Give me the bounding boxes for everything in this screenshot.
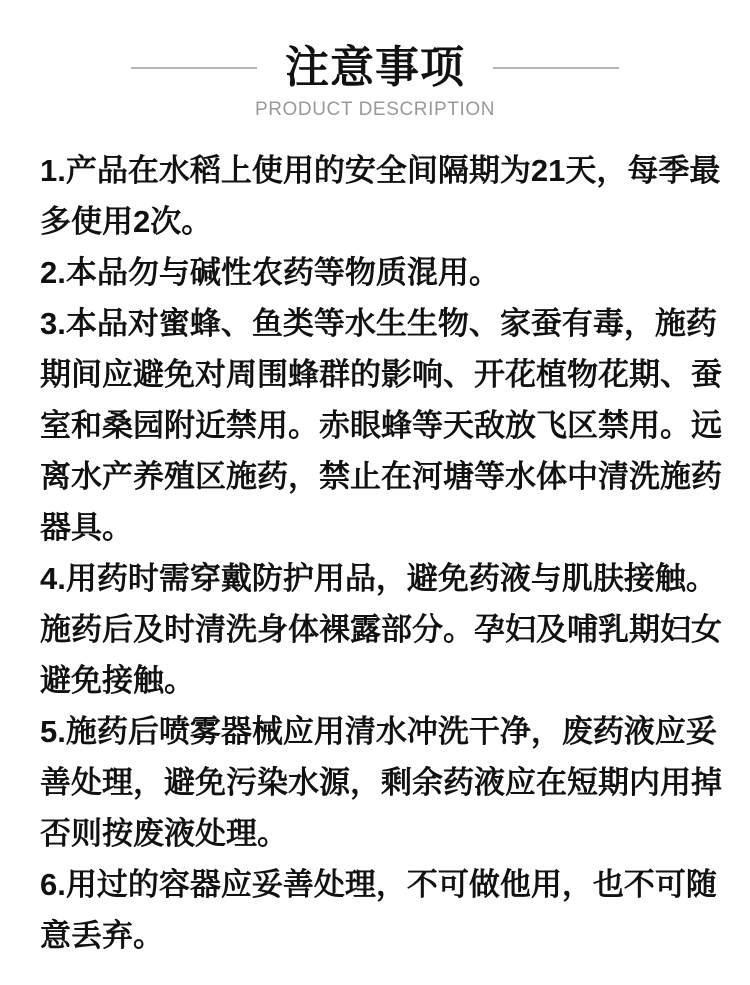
precaution-line: 室和桑园附近禁用。赤眼蜂等天敌放飞区禁用。远 xyxy=(40,408,722,443)
precaution-paragraph xyxy=(40,859,717,961)
section-title-row xyxy=(0,42,750,94)
precaution-paragraph xyxy=(40,145,721,247)
precaution-line: 2.本品勿与碱性农药等物质混用。 xyxy=(40,255,500,290)
precautions-text-block xyxy=(0,145,750,961)
precaution-line: 善处理，避免污染水源，剩余药液应在短期内用掉 xyxy=(40,765,722,800)
precaution-line: 意丢弃。 xyxy=(40,918,164,953)
precaution-line: 3.本品对蜜蜂、鱼类等水生生物、家蚕有毒，施药 xyxy=(40,306,717,341)
precaution-line: 离水产养殖区施药，禁止在河塘等水体中清洗施药 xyxy=(40,459,722,494)
precaution-line: 施药后及时清洗身体裸露部分。孕妇及哺乳期妇女 xyxy=(40,612,722,647)
left-divider-line xyxy=(131,67,257,69)
precaution-line: 期间应避免对周围蜂群的影响、开花植物花期、蚕 xyxy=(40,357,722,392)
precaution-line: 多使用2次。 xyxy=(40,204,213,239)
precaution-line: 1.产品在水稻上使用的安全间隔期为21天，每季最 xyxy=(40,153,721,188)
precaution-paragraph xyxy=(40,706,722,859)
section-subtitle: PRODUCT DESCRIPTION xyxy=(254,99,496,120)
section-title: 注意事项 xyxy=(285,43,465,92)
precaution-paragraph xyxy=(40,553,722,706)
precaution-line: 5.施药后喷雾器械应用清水冲洗干净，废药液应妥 xyxy=(40,714,717,749)
precaution-line: 6.用过的容器应妥善处理，不可做他用，也不可随 xyxy=(40,867,717,902)
right-divider-line xyxy=(493,67,619,69)
precaution-line: 4.用药时需穿戴防护用品，避免药液与肌肤接触。 xyxy=(40,561,717,596)
precaution-paragraph xyxy=(40,298,722,553)
precaution-line: 避免接触。 xyxy=(40,663,195,698)
precaution-paragraph xyxy=(40,247,712,298)
precaution-line: 否则按废液处理。 xyxy=(40,816,288,851)
section-header xyxy=(0,0,750,121)
precaution-line: 器具。 xyxy=(40,510,133,545)
